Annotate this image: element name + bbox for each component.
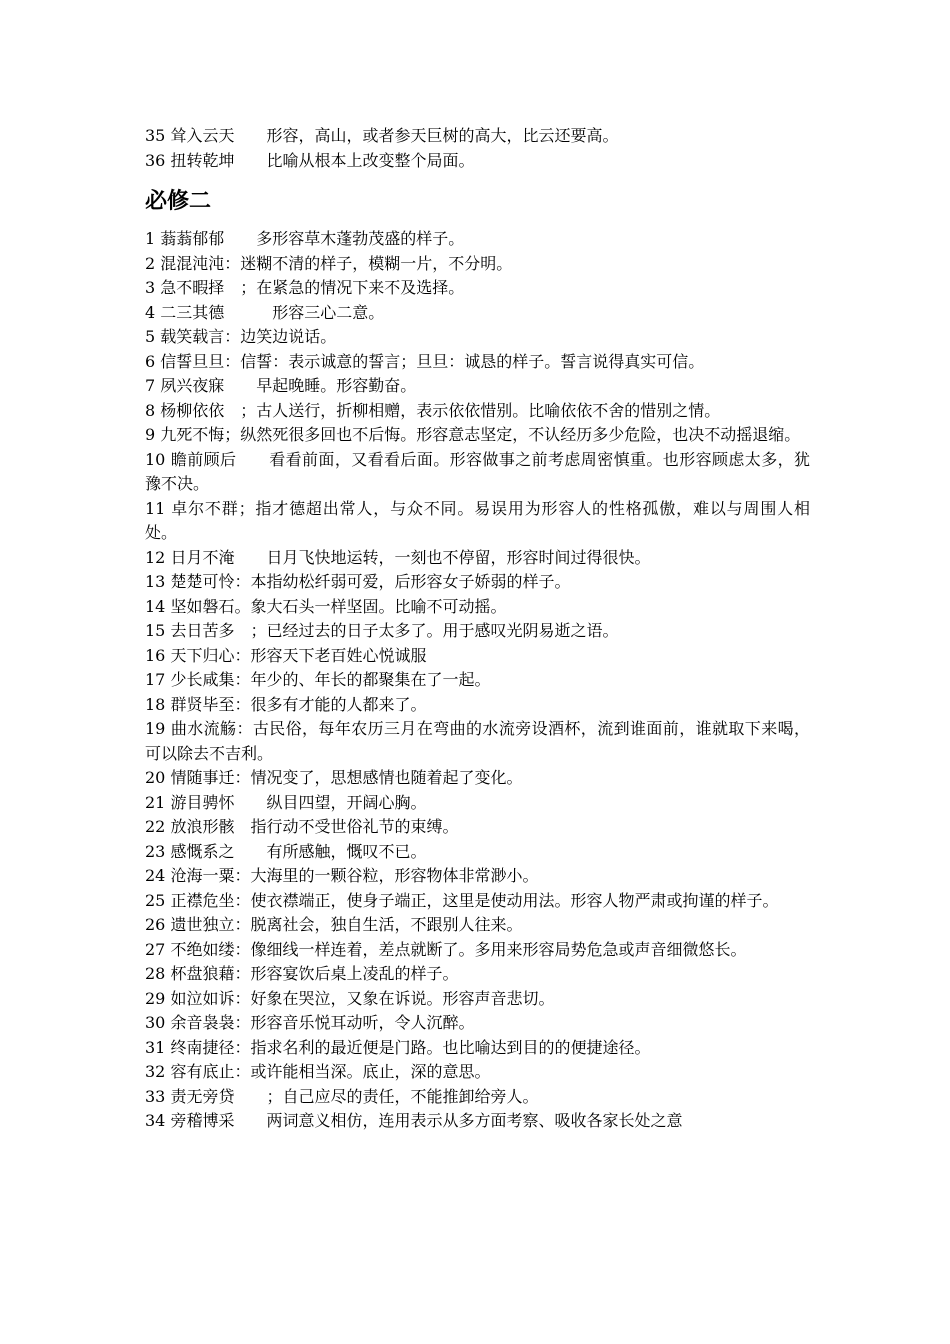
idiom-entry: 30 余音袅袅：形容音乐悦耳动听，令人沉醉。 [145, 1013, 475, 1032]
idiom-entry: 21 游目骋怀 纵目四望，开阔心胸。 [145, 792, 427, 812]
idiom-entry: 32 容有底止：或许能相当深。底止，深的意思。 [145, 1062, 491, 1081]
document-page [145, 124, 810, 1134]
idiom-entry: 29 如泣如诉：好象在哭泣，又象在诉说。形容声音悲切。 [145, 988, 555, 1008]
idiom-entry: 17 少长咸集：年少的、年长的都聚集在了一起。 [145, 670, 491, 689]
idiom-entry: 28 杯盘狼藉：形容宴饮后桌上凌乱的样子。 [145, 964, 459, 983]
idiom-entry: 22 放浪形骸 指行动不受世俗礼节的束缚。 [145, 817, 459, 836]
idiom-list [145, 227, 810, 1134]
idiom-entry: 3 急不暇择 ；在紧急的情况下来不及选择。 [145, 278, 465, 297]
idiom-entry: 18 群贤毕至：很多有才能的人都来了。 [145, 694, 427, 714]
idiom-entry: 9 九死不悔；纵然死很多回也不后悔。形容意志坚定，不认经历多少危险，也决不动摇退缩。 [145, 425, 801, 444]
idiom-entry: 4 二三其德 形容三心二意。 [145, 302, 385, 322]
idiom-entry: 23 感慨系之 有所感触，慨叹不已。 [145, 841, 427, 861]
idiom-entry: 11 卓尔不群；指才德超出常人，与众不同。易误用为形容人的性格孤傲，难以与周围人相处。 [145, 498, 810, 542]
idiom-entry: 20 情随事迁：情况变了，思想感情也随着起了变化。 [145, 768, 523, 787]
idiom-entry: 24 沧海一粟：大海里的一颗谷粒，形容物体非常渺小。 [145, 866, 539, 885]
idiom-entry: 13 楚楚可怜：本指幼松纤弱可爱，后形容女子娇弱的样子。 [145, 572, 571, 591]
idiom-entry: 10 瞻前顾后 看看前面，又看看后面。形容做事之前考虑周密慎重。也形容顾虑太多，犹豫不决。 [145, 449, 810, 493]
idiom-entry: 1 蓊蓊郁郁 多形容草木蓬勃茂盛的样子。 [145, 229, 465, 248]
idiom-entry: 14 坚如磐石。象大石头一样坚固。比喻不可动摇。 [145, 596, 507, 616]
idiom-entry: 27 不绝如缕：像细线一样连着，差点就断了。多用来形容局势危急或声音细微悠长。 [145, 939, 747, 959]
idiom-entry: 16 天下归心：形容天下老百姓心悦诚服 [145, 645, 427, 665]
idiom-entry: 7 夙兴夜寐 早起晚睡。形容勤奋。 [145, 376, 417, 395]
idiom-entry: 8 杨柳依依 ；古人送行，折柳相赠，表示依依惜别。比喻依依不舍的惜别之情。 [145, 400, 721, 420]
idiom-entry: 19 曲水流觞：古民俗，每年农历三月在弯曲的水流旁设酒杯，流到谁面前，谁就取下来喝，可以除去不吉利。 [145, 719, 810, 763]
idiom-entry: 15 去日苦多 ；已经过去的日子太多了。用于感叹光阴易逝之语。 [145, 621, 619, 640]
idiom-entry: 2 混混沌沌：迷糊不清的样子，模糊一片，不分明。 [145, 253, 513, 273]
section-heading: 必修二 [145, 189, 212, 214]
idiom-entry: 5 载笑载言：边笑边说话。 [145, 327, 337, 346]
idiom-entry: 26 遗世独立：脱离社会，独自生活，不跟别人往来。 [145, 915, 523, 934]
idiom-entry: 34 旁稽博采 两词意义相仿，连用表示从多方面考察、吸收各家长处之意 [145, 1111, 683, 1130]
idiom-entry: 25 正襟危坐：使衣襟端正，使身子端正，这里是使动用法。形容人物严肃或拘谨的样子。 [145, 890, 779, 910]
idiom-entry: 6 信誓旦旦：信誓：表示诚意的誓言；旦旦：诚恳的样子。誓言说得真实可信。 [145, 351, 705, 371]
idiom-entry: 12 日月不淹 日月飞快地运转，一刻也不停留，形容时间过得很快。 [145, 547, 651, 567]
idiom-entry: 36 扭转乾坤 比喻从根本上改变整个局面。 [145, 150, 475, 170]
idiom-entry: 35 耸入云天 形容，高山，或者参天巨树的高大，比云还要高。 [145, 126, 619, 145]
idiom-entry: 31 终南捷径：指求名利的最近便是门路。也比喻达到目的的便捷途径。 [145, 1037, 651, 1057]
idiom-entry: 33 责无旁贷 ；自己应尽的责任，不能推卸给旁人。 [145, 1086, 539, 1106]
